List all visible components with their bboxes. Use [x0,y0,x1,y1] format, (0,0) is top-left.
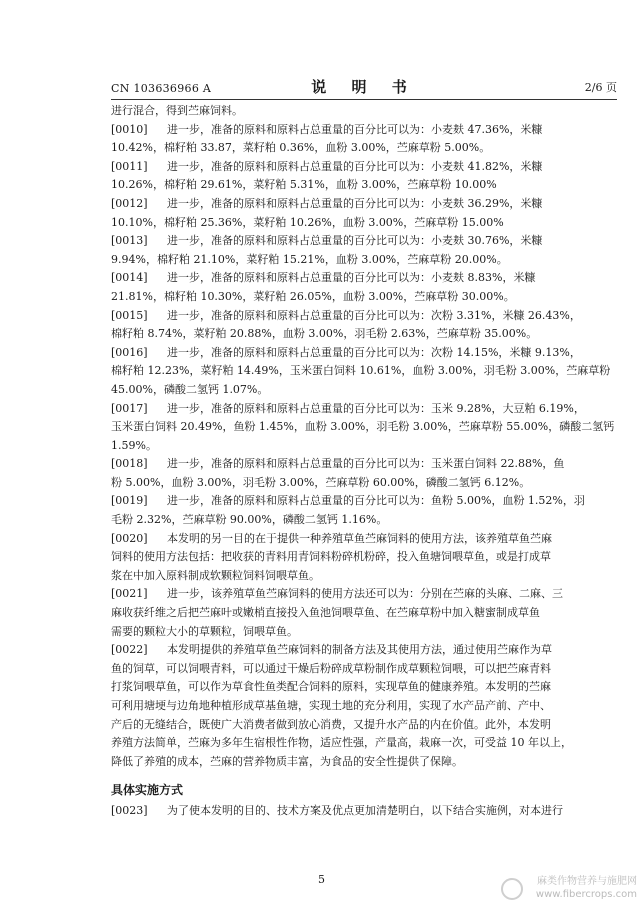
paragraph-first-line [111,641,617,660]
paragraph-text: 进一步，准备的原料和原料占总重量的百分比可以为：鱼粉 5.00%，血粉 1.52%，羽 [167,494,585,508]
paragraph-number: [0015] [111,308,148,322]
document-body [111,102,617,821]
paragraph-line [111,437,617,456]
paragraph-text: 粉 5.00%，血粉 3.00%，羽毛粉 3.00%，苎麻草粉 60.00%，磷酸二氢钙 6.12%。 [111,475,531,489]
paragraph-line [111,604,617,623]
paragraph-text: 棉籽粕 12.23%，菜籽粕 14.49%，玉米蛋白饲料 10.61%，血粉 3.00%，羽毛粉 3.00%，苎麻草粉 [111,364,611,378]
paragraph-text: 进一步，该养殖草鱼苎麻饲料的使用方法还可以为：分别在苎麻的头麻、二麻、三 [167,587,563,601]
paragraph-first-line [111,530,617,549]
watermark [536,875,637,901]
paragraph-text: 进一步，准备的原料和原料占总重量的百分比可以为：次粉 14.15%，米糠 9.13%， [167,345,581,359]
patent-number: CN 103636966 A [111,82,212,95]
paragraph-line [111,548,617,567]
paragraph-number: [0016] [111,345,148,359]
paragraph-text: 10.26%，棉籽粕 29.61%，菜籽粕 5.31%，血粉 3.00%，苎麻草粉 10.00% [111,178,497,192]
paragraph-text: 为了使本发明的目的、技术方案及优点更加清楚明白，以下结合实施例，对本进行 [167,803,563,817]
paragraph-first-line [111,802,617,821]
paragraph-number: [0020] [111,531,148,545]
paragraph-first-line [111,269,617,288]
document-title: 说 明 书 [311,78,417,96]
paragraph-text: 1.59%。 [111,438,157,452]
paragraph-text: 棉籽粕 8.74%，菜籽粕 20.88%，血粉 3.00%，羽毛粉 2.63%，苎麻草粉 35.00%。 [111,327,538,341]
paragraph-text: 鱼的饲草，可以饲喂青料，可以通过干燥后粉碎成草粉制作成草颗粒饲喂，可以把苎麻青料 [111,661,551,675]
paragraph-text: 玉米蛋白饲料 20.49%，鱼粉 1.45%，血粉 3.00%，羽毛粉 3.00%，苎麻草粉 55.00%，磷酸二氢钙 [111,420,615,434]
paragraph-first-line [111,455,617,474]
paragraph-line [111,325,617,344]
page-indicator: 2/6 页 [584,81,617,94]
paragraph-line [111,251,617,270]
paragraph-first-line [111,344,617,363]
paragraph-line [111,734,617,753]
paragraph-first-line [111,400,617,419]
paragraph-first-line [111,121,617,140]
paragraph-text: 养殖方法简单，苎麻为多年生宿根性作物，适应性强，产量高，栽麻一次，可受益 10 年以上， [111,736,572,750]
paragraph-text: 进一步，准备的原料和原料占总重量的百分比可以为：小麦麸 41.82%，米糠 [167,159,543,173]
paragraph-number: [0021] [111,587,148,601]
paragraph-line [111,139,617,158]
paragraph-text: 45.00%，磷酸二氢钙 1.07%。 [111,382,269,396]
paragraph-text: 10.42%，棉籽粕 33.87，菜籽粕 0.36%，血粉 3.00%，苎麻草粉 5.00%。 [111,141,491,155]
paragraph-number: [0014] [111,271,148,285]
paragraph-line [111,381,617,400]
paragraph-text: 降低了养殖的成本，苎麻的营养物质丰富，为食品的安全性提供了保障。 [111,754,463,768]
paragraph-line [111,511,617,530]
paragraph-line [111,660,617,679]
paragraph-number: [0010] [111,122,148,136]
paragraph-first-line [111,585,617,604]
paragraph-line [111,176,617,195]
paragraph-line [111,678,617,697]
paragraph-text: 9.94%，棉籽粕 21.10%，菜籽粕 15.21%，血粉 3.00%，苎麻草粉 20.00%。 [111,252,508,266]
paragraph-first-line [111,492,617,511]
page-number: 5 [318,873,325,886]
paragraph-line [111,474,617,493]
paragraph-first-line [111,195,617,214]
paragraph-text: 浆在中加入原料制成软颗粒饲料饲喂草鱼。 [111,568,320,582]
paragraph-text: 产后的无缝结合，既使广大消费者做到放心消费，又提升水产品的内在价值。此外，本发明 [111,717,551,731]
paragraph-number: [0018] [111,457,148,471]
watermark-logo-icon [501,878,523,900]
paragraph-line [111,567,617,586]
section-heading: 具体实施方式 [111,783,184,798]
paragraph-number: [0017] [111,401,148,415]
watermark-line-2: www.fibercrops.com [535,889,637,900]
paragraph-first-line [111,232,617,251]
paragraph-line [111,214,617,233]
paragraph-number: [0011] [111,159,148,173]
paragraph-line [111,623,617,642]
paragraph-text: 可利用塘埂与边角地种植形成草基鱼塘，实现土地的充分利用，实现了水产品产前、产中、 [111,699,551,712]
paragraph-line [111,102,617,121]
paragraph-text: 打浆饲喂草鱼，可以作为草食性鱼类配合饲料的原料，实现草鱼的健康养殖。本发明的苎麻 [111,680,551,694]
paragraph-line [111,716,617,735]
paragraph-text: 进一步，准备的原料和原料占总重量的百分比可以为：玉米蛋白饲料 22.88%，鱼 [167,457,565,471]
paragraph-text: 进一步，准备的原料和原料占总重量的百分比可以为：小麦麸 36.29%，米糠 [167,196,543,210]
paragraph-text: 进一步，准备的原料和原料占总重量的百分比可以为：小麦麸 30.76%，米糠 [167,234,543,248]
paragraph-number: [0019] [111,494,148,508]
paragraph-text: 饲料的使用方法包括：把收获的青料用青饲料粉碎机粉碎，投入鱼塘饲喂草鱼，或是打成草 [111,550,551,564]
paragraph-line [111,753,617,772]
paragraph-text: 本发明提供的养殖草鱼苎麻饲料的制备方法及其使用方法，通过使用苎麻作为草 [167,643,552,657]
header-rule [111,99,617,100]
paragraph-text: 进一步，准备的原料和原料占总重量的百分比可以为：小麦麸 8.83%，米糠 [167,271,536,285]
paragraph-line [111,362,617,381]
paragraph-first-line [111,158,617,177]
paragraph-line [111,697,617,716]
paragraph-first-line [111,307,617,326]
paragraph-text: 进一步，准备的原料和原料占总重量的百分比可以为：次粉 3.31%，米糠 26.43%， [167,308,581,322]
paragraph-line [111,418,617,437]
paragraph-number: [0023] [111,803,148,817]
paragraph-text: 进一步，准备的原料和原料占总重量的百分比可以为：玉米 9.28%，大豆粕 6.19%， [167,401,585,415]
paragraph-text: 进行混合，得到苎麻饲料。 [111,104,243,117]
paragraph-number: [0012] [111,196,148,210]
paragraph-number: [0013] [111,234,148,248]
watermark-line-1: 麻类作物营养与施肥网 [537,876,637,887]
paragraph-text: 21.81%，棉籽粕 10.30%，菜籽粕 26.05%，血粉 3.00%，苎麻草粉 30.00%。 [111,289,515,303]
paragraph-number: [0022] [111,643,148,657]
paragraph-text: 本发明的另一目的在于提供一种养殖草鱼苎麻饲料的使用方法，该养殖草鱼苎麻 [167,531,552,545]
paragraph-text: 需要的颗粒大小的草颗粒，饲喂草鱼。 [111,624,298,638]
paragraph-text: 10.10%，棉籽粕 25.36%，菜籽粕 10.26%，血粉 3.00%，苎麻草粉 15.00% [111,215,504,229]
paragraph-text: 毛粉 2.32%，苎麻草粉 90.00%，磷酸二氢钙 1.16%。 [111,513,388,527]
paragraph-text: 进一步，准备的原料和原料占总重量的百分比可以为：小麦麸 47.36%，米糠 [167,122,543,136]
page-header [111,76,617,98]
paragraph-text: 麻收获纤维之后把苎麻叶或嫩梢直接投入鱼池饲喂草鱼、在苎麻草粉中加入糖蜜制成草鱼 [111,606,540,620]
paragraph-line [111,288,617,307]
